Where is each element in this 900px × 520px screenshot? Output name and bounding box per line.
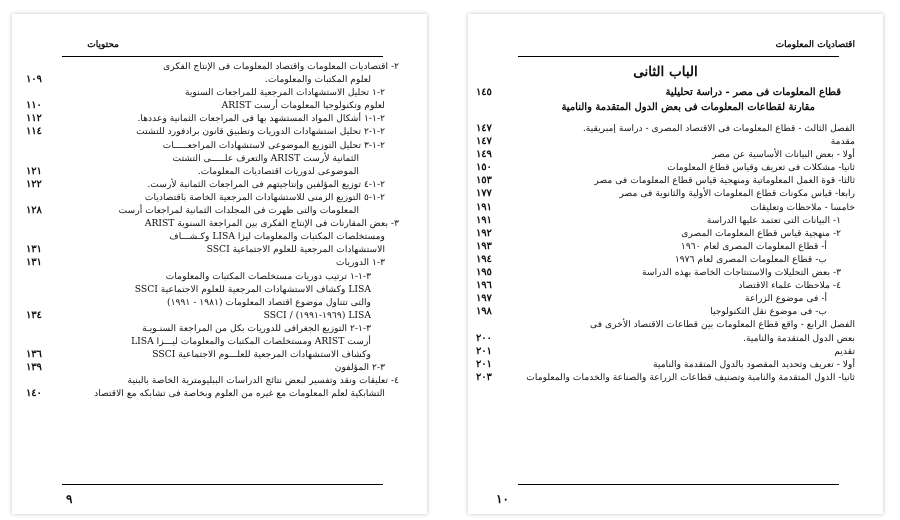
- toc-entry-text: ٢-١-٣ تحليل التوزيع الموضوعى لاستشهادات المراجعـــــات: [162, 139, 385, 151]
- toc-row: [26, 191, 399, 204]
- page-ref: ١١٢: [26, 113, 42, 125]
- toc-entry-text: ٢-١-١ أشكال المواد المستشهد بها فى المراجعات الثمانية وعددها.: [137, 113, 385, 125]
- page-ref: ١٤٧: [476, 123, 492, 134]
- toc-entry-text: ثالثا- قوة العمل المعلوماتية ومنهجية قياس قطاع المعلومات فى مصر: [594, 175, 855, 187]
- toc-entry-text: مقدمة: [830, 136, 855, 148]
- page-number: ٩: [66, 492, 73, 506]
- page-ref: ١٩١: [476, 214, 492, 226]
- toc-entry-text: ب- قطاع المعلومات المصرى لعام ١٩٧٦: [674, 253, 827, 265]
- page-ref: ١٤٥: [476, 87, 492, 98]
- toc-entry-text: ٣- بعض المقارنات فى الإنتاج الفكرى بين المراجعة السنوية ARIST: [144, 218, 399, 230]
- toc-entry-text: بعض الدول المتقدمة والنامية.: [743, 332, 855, 344]
- page-ref: ١٩٣: [476, 240, 492, 252]
- toc-entry-text: الاستشهادات المرجعية للعلوم الاجتماعية SSCI: [206, 244, 385, 256]
- page-ref: ١٩٧: [476, 293, 492, 305]
- toc-entry-text: ٤- تعليقات ونقد وتفسير لبعض نتائج الدراسات الببليومترية الخاصة بالبنية: [127, 375, 399, 387]
- toc-row: [26, 152, 399, 165]
- toc-row: [26, 204, 399, 217]
- toc-row: [476, 358, 855, 371]
- left-page: [12, 14, 427, 514]
- toc-entry-text: أ- قطاع المعلومات المصرى لعام ١٩٦٠: [680, 240, 827, 252]
- toc-entry-text: المعلومات والتى ظهرت فى المجلدات الثمانية لمراجعات أرست: [118, 205, 359, 217]
- toc-list: [26, 60, 399, 400]
- toc-row: [476, 135, 855, 148]
- toc-row: [26, 322, 399, 335]
- toc-entry-text: LISA وكشاف الاستشهادات المرجعية للعلوم الاجتماعية SSCI: [134, 283, 371, 295]
- toc-entry-text: ٣-٢ المؤلفون: [334, 362, 385, 374]
- page-ref: ١١٤: [26, 126, 42, 138]
- toc-row: [476, 214, 855, 227]
- page-ref: ١٣١: [26, 244, 42, 256]
- running-head: محتويات: [87, 40, 119, 50]
- toc-entry-text: ٣-١ الدوريات: [336, 257, 385, 269]
- toc-entry-text: خامسا - ملاحظات وتعليقات: [750, 201, 855, 213]
- toc-row: [476, 279, 855, 292]
- toc-row: [26, 230, 399, 243]
- toc-row: [26, 178, 399, 191]
- page-ref: ١٩٦: [476, 280, 492, 292]
- toc-row: [26, 283, 399, 296]
- toc-entry-text: ٣-١-١ ترتيب دوريات مستخلصات المكتبات والمعلومات: [165, 270, 371, 282]
- page-ref: ١٣١: [26, 257, 42, 269]
- toc-row: [26, 374, 399, 387]
- chapter-subtitle-2: مقارنة لقطاعات المعلومات فى بعض الدول المتقدمة والنامية: [561, 102, 815, 113]
- toc-row: [26, 243, 399, 256]
- top-rule: [62, 56, 383, 57]
- toc-row: [476, 187, 855, 200]
- right-page: [468, 14, 883, 514]
- toc-entry-text: التشابكية لعلم المعلومات مع غيره من العلوم وبخاصة فى تشابكه مع الاقتصاد: [94, 388, 385, 400]
- toc-row: [476, 148, 855, 161]
- chapter-subtitle-row: [476, 86, 855, 101]
- toc-entry-text: الفصل الرابع - واقع قطاع المعلومات بين قطاعات الاقتصاد الأخرى فى: [590, 319, 855, 331]
- toc-entry-text: ٢-١ تحليل الاستشهادات المرجعية للمراجعات السنوية: [184, 87, 385, 99]
- toc-entry-text: ٢-١-٤ توزيع المؤلفين وإنتاجيتهم فى المراجعات الثمانية لأرست.: [147, 178, 385, 190]
- toc-row: [476, 201, 855, 214]
- toc-entry-text: ٢-١-٢ تحليل استشهادات الدوريات وتطبيق قانون برادفورد للتشتت: [136, 126, 385, 138]
- toc-entry-text: ٤- ملاحظات علماء الاقتصاد: [738, 280, 841, 292]
- page-ref: ١٢١: [26, 165, 42, 177]
- toc-entry-text: أولا - تعريف وتحديد المقصود بالدول المتقدمة والنامية: [653, 358, 855, 370]
- toc-entry-text: لعلوم المكتبات والمعلومات.: [265, 74, 371, 86]
- toc-row: [26, 139, 399, 152]
- toc-entry-text: LISA (١٩٦٩-١٩٩١) / SSCI: [263, 309, 371, 321]
- toc-row: [26, 361, 399, 374]
- toc-entry-text: ١- البيانات التى تعتمد عليها الدراسة: [706, 214, 841, 226]
- page-ref: ٢٠١: [476, 345, 492, 357]
- toc-entry-text: تقديم: [834, 345, 855, 357]
- toc-entry-text: والتى تتناول موضوع اقتصاد المعلومات (١٩٨١ - ١٩٩١): [167, 296, 371, 308]
- toc-row: [476, 371, 855, 384]
- toc-row: [26, 387, 399, 400]
- page-ref: ١٤٩: [476, 149, 492, 161]
- toc-row: [476, 292, 855, 305]
- toc-row: [26, 86, 399, 99]
- page-ref: ١٩٢: [476, 227, 492, 239]
- toc-entry-text: ثانيا- مشكلات فى تعريف وقياس قطاع المعلومات: [667, 162, 855, 174]
- toc-entry-text: وكشاف الاستشهادات المرجعية للعلـــوم الاجتماعية SSCI: [152, 349, 371, 361]
- page-ref: ١١٠: [26, 100, 42, 112]
- page-ref: ٢٠٣: [476, 371, 492, 383]
- toc-row: [476, 227, 855, 240]
- page-ref: ١٩٨: [476, 306, 492, 318]
- toc-entry-text: رابعا- قياس مكونات قطاع المعلومات الأولية والثانوية فى مصر: [619, 188, 855, 200]
- toc-entry-text: لعلوم وتكنولوجيا المعلومات أرست ARIST: [221, 100, 385, 112]
- toc-row: [26, 60, 399, 73]
- toc-row: [26, 125, 399, 138]
- page-ref: ١٩٤: [476, 253, 492, 265]
- toc-row: [26, 309, 399, 322]
- page-ref: ١٣٩: [26, 362, 42, 374]
- toc-row: [26, 217, 399, 230]
- page-ref: ١٩١: [476, 201, 492, 213]
- chapter-title: الباب الثانى: [633, 64, 698, 80]
- toc-entry-text: أرست ARIST ومستخلصات المكتبات والمعلومات ليـــزا LISA: [131, 335, 371, 347]
- page-ref: ١٢٨: [26, 205, 42, 217]
- page-ref: ١٠٩: [26, 74, 42, 86]
- toc-entry-text: الموضوعى لدوريات اقتصاديات المعلومات.: [197, 165, 359, 177]
- toc-entry-text: أ- فى موضوع الزراعة: [745, 293, 827, 305]
- toc-entry-text: الفصل الثالث - قطاع المعلومات فى الاقتصاد المصرى - دراسة إمبريقية.: [582, 123, 855, 134]
- page-number: ١٠: [496, 492, 509, 506]
- toc-entry-text: ومستخلصات المكتبات والمعلومات ليزا LISA وكـشـــاف: [169, 231, 385, 243]
- toc-row: [26, 165, 399, 178]
- toc-row: [26, 296, 399, 309]
- toc-row: [26, 270, 399, 283]
- toc-entry-text: الثمانية لأرست ARIST والتعرف علـــــى التشتت: [172, 152, 359, 164]
- page-ref: ١٧٧: [476, 188, 492, 200]
- toc-entry-text: ٣- بعض التحليلات والاستنتاجات الخاصة بهذه الدراسة: [641, 267, 841, 279]
- toc-row: [26, 335, 399, 348]
- page-ref: ١٣٤: [26, 309, 42, 321]
- toc-entry-text: ٣-١-٢ التوزيع الجغرافى للدوريات بكل من المراجعة السنـويـة: [142, 322, 371, 334]
- toc-row: [476, 332, 855, 345]
- chapter-subtitle: قطاع المعلومات فى مصر - دراسة تحليلية: [665, 87, 841, 98]
- toc-row: [476, 305, 855, 318]
- page-ref: ٢٠١: [476, 358, 492, 370]
- page-ref: ١٩٥: [476, 267, 492, 279]
- toc-row: [26, 112, 399, 125]
- page-ref: ١٥٣: [476, 175, 492, 187]
- page-ref: ١٤٧: [476, 136, 492, 148]
- toc-row: [476, 253, 855, 266]
- bottom-rule: [62, 484, 383, 485]
- toc-row: [26, 348, 399, 361]
- toc-entry-text: ب- فى موضوع نقل التكنولوجيا: [710, 306, 827, 318]
- toc-entry-text: ٢-١-٥ التوزيع الزمنى للاستشهادات المرجعية الخاصة باقتصاديات: [144, 191, 385, 203]
- page-ref: ١٤٠: [26, 388, 42, 400]
- toc-entry-text: ثانيا- الدول المتقدمة والنامية وتصنيف قطاعات الزراعة والصناعة والخدمات والمعلومات: [526, 371, 855, 383]
- page-ref: ٢٠٠: [476, 332, 492, 344]
- toc-entry-text: ٢- منهجية قياس قطاع المعلومات المصرى: [681, 227, 841, 239]
- page-ref: ١٢٢: [26, 178, 42, 190]
- toc-row: [26, 99, 399, 112]
- toc-entry-text: أولا - بعض البيانات الأساسية عن مصر: [712, 149, 855, 161]
- toc-row: [476, 161, 855, 174]
- chapter-subtitle2-row: [476, 101, 855, 116]
- bottom-rule: [518, 484, 839, 485]
- toc-row: [476, 122, 855, 135]
- toc-row: [26, 256, 399, 269]
- page-ref: ١٥٠: [476, 162, 492, 174]
- toc-row: [476, 174, 855, 187]
- toc-row: [476, 240, 855, 253]
- toc-list: [476, 62, 855, 384]
- toc-entry-text: ٢- اقتصاديات المعلومات واقتصاد المعلومات فى الإنتاج الفكرى: [163, 61, 399, 72]
- top-rule: [518, 56, 839, 57]
- running-head: اقتصاديات المعلومات: [775, 40, 855, 50]
- toc-row: [26, 73, 399, 86]
- toc-row: [476, 345, 855, 358]
- page-ref: ١٣٦: [26, 349, 42, 361]
- toc-row: [476, 318, 855, 331]
- toc-row: [476, 266, 855, 279]
